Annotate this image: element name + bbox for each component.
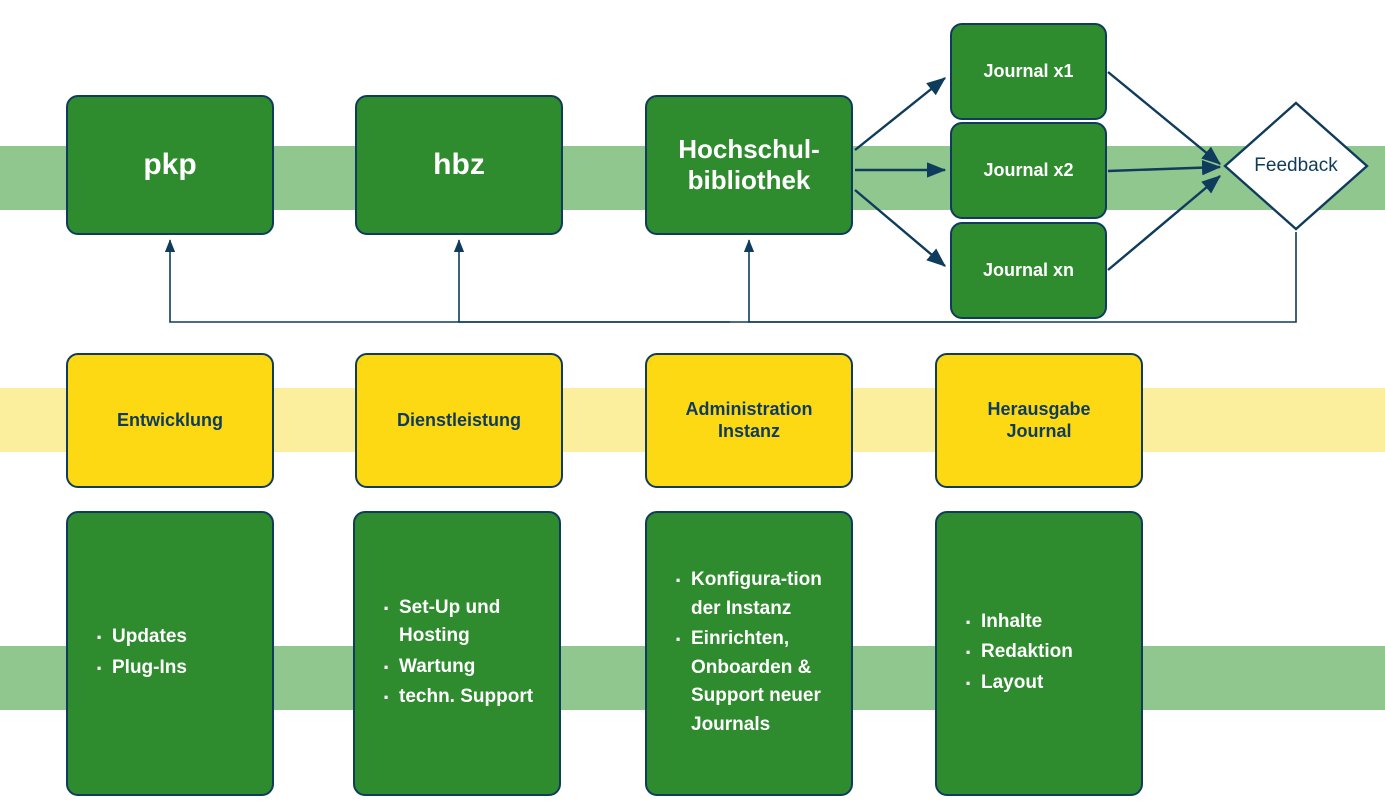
node-hochschulbibliothek-label-line1: Hochschul-	[678, 134, 820, 165]
node-role-administration-line1: Administration	[685, 399, 813, 420]
node-role-entwicklung-label: Entwicklung	[116, 409, 223, 430]
list-item: · Inhalte	[965, 608, 1131, 637]
list-item: · Set-Up und Hosting	[383, 594, 549, 651]
list-item: · Plug-Ins	[96, 654, 262, 683]
node-role-entwicklung	[66, 353, 274, 488]
node-journal-x2	[950, 122, 1107, 219]
list-item: · Wartung	[383, 653, 549, 682]
node-hochschulbibliothek	[645, 95, 853, 235]
node-journal-xn-label: Journal xn	[982, 259, 1075, 280]
node-feedback-label: Feedback	[1254, 155, 1338, 176]
node-role-dienstleistung	[355, 353, 563, 488]
node-role-herausgabe-line2: Journal	[1006, 420, 1072, 441]
node-journal-x1-label: Journal x1	[983, 60, 1074, 81]
node-journal-x1	[950, 23, 1107, 120]
list-item: · Redaktion	[965, 638, 1131, 667]
node-hochschulbibliothek-label-line2: bibliothek	[687, 165, 811, 195]
node-journal-x2-label: Journal x2	[983, 159, 1074, 180]
node-pkp	[66, 95, 274, 235]
task-list	[647, 566, 851, 741]
list-item: · Konfigura-tion der Instanz	[675, 566, 841, 623]
list-item: · techn. Support	[383, 683, 549, 712]
list-item: · Updates	[96, 623, 262, 652]
list-item: · Layout	[965, 669, 1131, 698]
node-hbz	[355, 95, 563, 235]
node-role-dienstleistung-label: Dienstleistung	[396, 409, 521, 430]
node-feedback	[1222, 100, 1370, 232]
node-journal-xn	[950, 222, 1107, 319]
node-role-herausgabe-journal	[935, 353, 1143, 488]
task-list	[355, 594, 559, 714]
task-list	[68, 623, 272, 684]
node-pkp-label: pkp	[143, 148, 197, 182]
task-list	[937, 608, 1141, 700]
node-tasks-administration	[645, 511, 853, 796]
node-role-administration-instanz	[645, 353, 853, 488]
node-tasks-dienstleistung	[353, 511, 561, 796]
node-role-administration-line2: Instanz	[717, 420, 780, 441]
node-hbz-label: hbz	[433, 148, 485, 182]
node-tasks-entwicklung	[66, 511, 274, 796]
node-tasks-herausgabe	[935, 511, 1143, 796]
list-item: · Einrichten, Onboarden & Support neuer Journals	[675, 625, 841, 739]
node-role-herausgabe-line1: Herausgabe	[987, 399, 1091, 420]
